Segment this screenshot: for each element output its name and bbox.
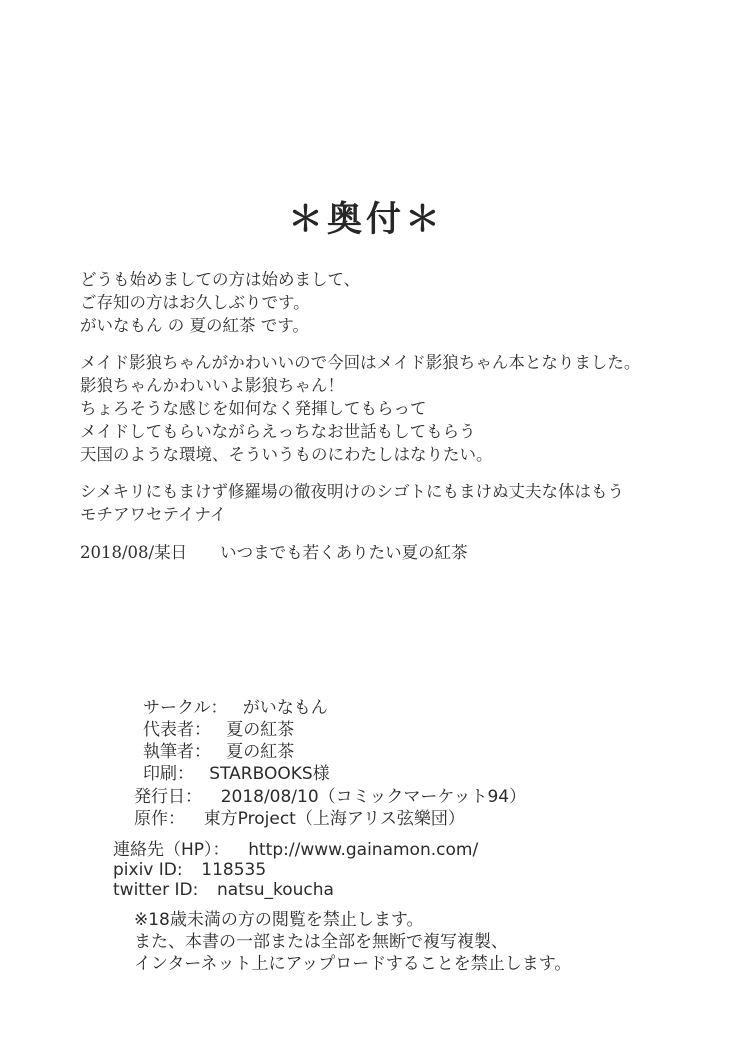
credits-block: [143, 697, 330, 785]
deadline-note-line: シメキリにもまけず修羅場の徹夜明けのシゴトにもまけぬ丈夫な体はもう: [80, 482, 625, 501]
credit-row-circle: [143, 697, 330, 719]
publication-label: 発行日：: [134, 787, 202, 807]
greeting-line: がいなもん の 夏の紅茶 です。: [80, 316, 309, 335]
warning-line: インターネット上にアップロードすることを禁止します。: [134, 954, 572, 974]
contact-label: pixiv ID:: [113, 860, 183, 880]
credit-label: サークル：: [143, 698, 228, 718]
publication-block: [134, 786, 526, 830]
body-paragraph: [80, 351, 680, 466]
signoff-date-line: 2018/08/某日 いつまでも若くありたい夏の紅茶: [80, 543, 468, 562]
page-title: ＊奥付＊: [287, 199, 444, 240]
contact-label: twitter ID:: [113, 880, 199, 900]
credit-label: 代表者：: [143, 720, 211, 740]
publication-row-original-work: [134, 808, 526, 830]
credit-label: 印刷：: [143, 764, 194, 784]
contact-label: 連絡先（HP）：: [113, 840, 230, 860]
warning-line: また、本書の一部または全部を無断で複写複製、: [134, 932, 508, 952]
credit-value: がいなもん: [242, 698, 328, 718]
credit-value: 夏の紅茶: [226, 720, 295, 740]
deadline-note-line: モチアワセテイナイ: [80, 505, 227, 524]
credit-row-author: [143, 741, 330, 763]
contact-row-pixiv: [113, 860, 478, 880]
contact-block: [113, 840, 478, 900]
afterword-text: [80, 268, 680, 564]
credit-label: 執筆者：: [143, 742, 211, 762]
contact-row-twitter: [113, 880, 478, 900]
greeting-line: ご存知の方はお久しぶりです。: [80, 293, 310, 312]
twitter-id: natsu_koucha: [217, 880, 334, 900]
pixiv-id: 118535: [201, 860, 267, 880]
body-line: ちょろそうな感じを如何なく発揮してもらって: [80, 399, 427, 418]
body-line: 天国のような環境、そういうものにわたしはなりたい。: [80, 445, 493, 464]
body-line: メイド影狼ちゃんがかわいいので今回はメイド影狼ちゃん本となりました。: [80, 353, 641, 372]
publication-row-issue-date: [134, 786, 526, 808]
deadline-note-paragraph: [80, 480, 680, 526]
credit-row-representative: [143, 719, 330, 741]
homepage-url: http://www.gainamon.com/: [248, 840, 479, 860]
publication-value: 2018/08/10（コミックマーケット94）: [220, 787, 527, 807]
credit-row-printing: [143, 763, 330, 785]
publication-label: 原作：: [134, 809, 185, 829]
warning-line: ※18歳未満の方の閲覧を禁止します。: [134, 910, 424, 930]
body-line: 影狼ちゃんかわいいよ影狼ちゃん！: [80, 376, 344, 395]
body-line: メイドしてもらいながらえっちなお世話もしてもらう: [80, 422, 476, 441]
greeting-paragraph: [80, 268, 680, 337]
credit-value: 夏の紅茶: [226, 742, 295, 762]
publication-value: 東方Project（上海アリス弦樂団）: [203, 809, 465, 829]
age-warning-block: [134, 909, 571, 975]
credit-value: STARBOOKS様: [209, 764, 330, 784]
contact-row-homepage: [113, 840, 478, 860]
greeting-line: どうも始めましての方は始めまして、: [80, 270, 361, 289]
